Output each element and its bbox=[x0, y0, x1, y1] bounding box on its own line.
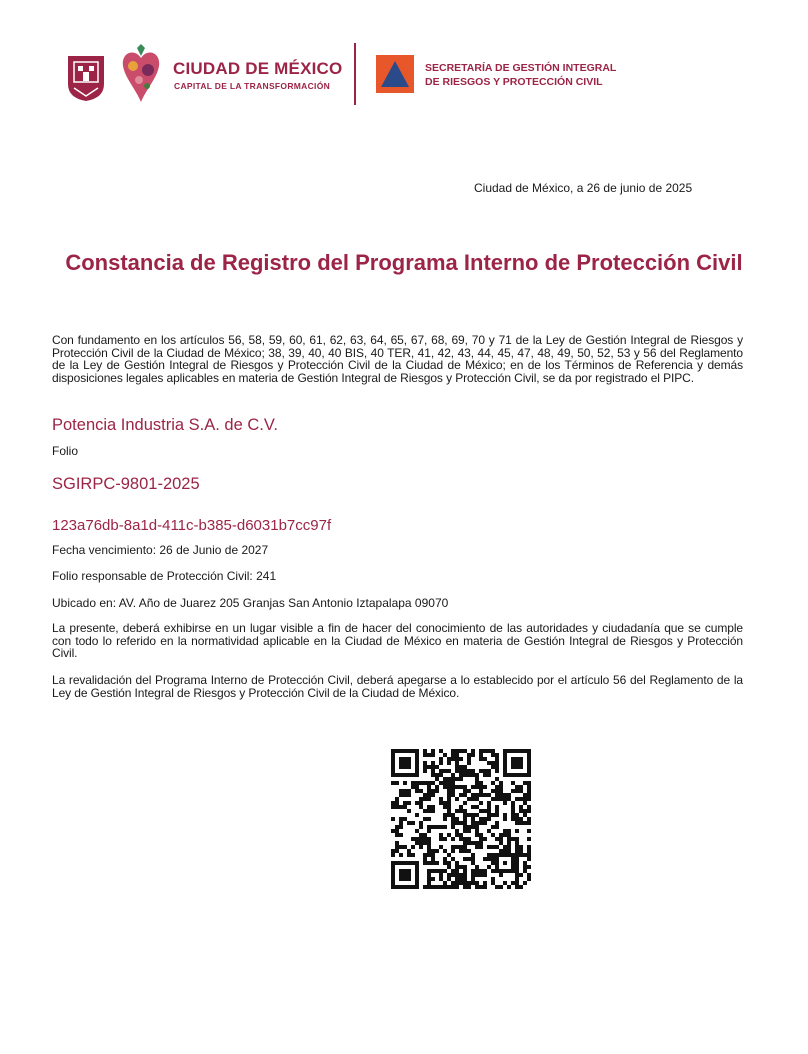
revalidation-paragraph: La revalidación del Programa Interno de Protección Civil, deberá apegarse a lo establecido por el artículo 56 del Reglamento de la Ley de Gestión Integral de Riesgos y Protección Civil de la Ciudad de México. bbox=[52, 673, 743, 700]
legal-basis-paragraph: Con fundamento en los artículos 56, 58, 59, 60, 61, 62, 63, 64, 65, 67, 68, 69, 70 y 71 de la Ley de Gestión Integral de Riesgos y Protección Civil de la Ciudad de México; 38, 39, 40, 40 BIS, 40 TER, 41, 42, 43, 44, 45, 47, 48, 49, 50, 52, 53 y 56 del Reglamento de la Ley de Gestión Integral de Riesgos y Protección Civil de la Ciudad de México; en de los Términos de Referencia y demás disposiciones legales aplicables en materia de Gestión Integral de Riesgos y Protección Civil, se da por registrado el PIPC. bbox=[52, 333, 743, 385]
responsible-folio: Folio responsable de Protección Civil: 241 bbox=[52, 569, 277, 583]
cdmx-subtitle: CAPITAL DE LA TRANSFORMACIÓN bbox=[174, 81, 331, 91]
cdmx-shield-icon bbox=[66, 54, 106, 102]
expiry-date: Fecha vencimiento: 26 de Junio de 2027 bbox=[52, 543, 269, 557]
qr-code-icon bbox=[391, 749, 531, 889]
company-name: Potencia Industria S.A. de C.V. bbox=[52, 416, 278, 434]
heart-emblem-icon bbox=[117, 44, 165, 106]
header-divider bbox=[354, 43, 356, 105]
document-title: Constancia de Registro del Programa Interno de Protección Civil bbox=[65, 250, 743, 275]
sgirpc-logo-icon bbox=[376, 55, 414, 93]
secretaria-line-1: SECRETARÍA DE GESTIÓN INTEGRAL bbox=[425, 62, 617, 74]
folio-value: SGIRPC-9801-2025 bbox=[52, 475, 200, 493]
registration-uuid: 123a76db-8a1d-411c-b385-d6031b7cc97f bbox=[52, 517, 332, 534]
secretaria-line-2: DE RIESGOS Y PROTECCIÓN CIVIL bbox=[425, 76, 603, 88]
location: Ubicado en: AV. Año de Juarez 205 Granjas San Antonio Iztapalapa 09070 bbox=[52, 596, 449, 610]
cdmx-title: CIUDAD DE MÉXICO bbox=[173, 59, 343, 78]
folio-label: Folio bbox=[52, 444, 79, 458]
document-date: Ciudad de México, a 26 de junio de 2025 bbox=[474, 181, 693, 195]
secretaria-title bbox=[425, 61, 665, 89]
display-notice-paragraph: La presente, deberá exhibirse en un lugar visible a fin de hacer del conocimiento de las autoridades y ciudadanía que se cumple con todo lo referido en la normatividad aplicable en la Ciudad de México en materia de Gestión Integral de Riesgos y Protección Civil. bbox=[52, 621, 743, 660]
